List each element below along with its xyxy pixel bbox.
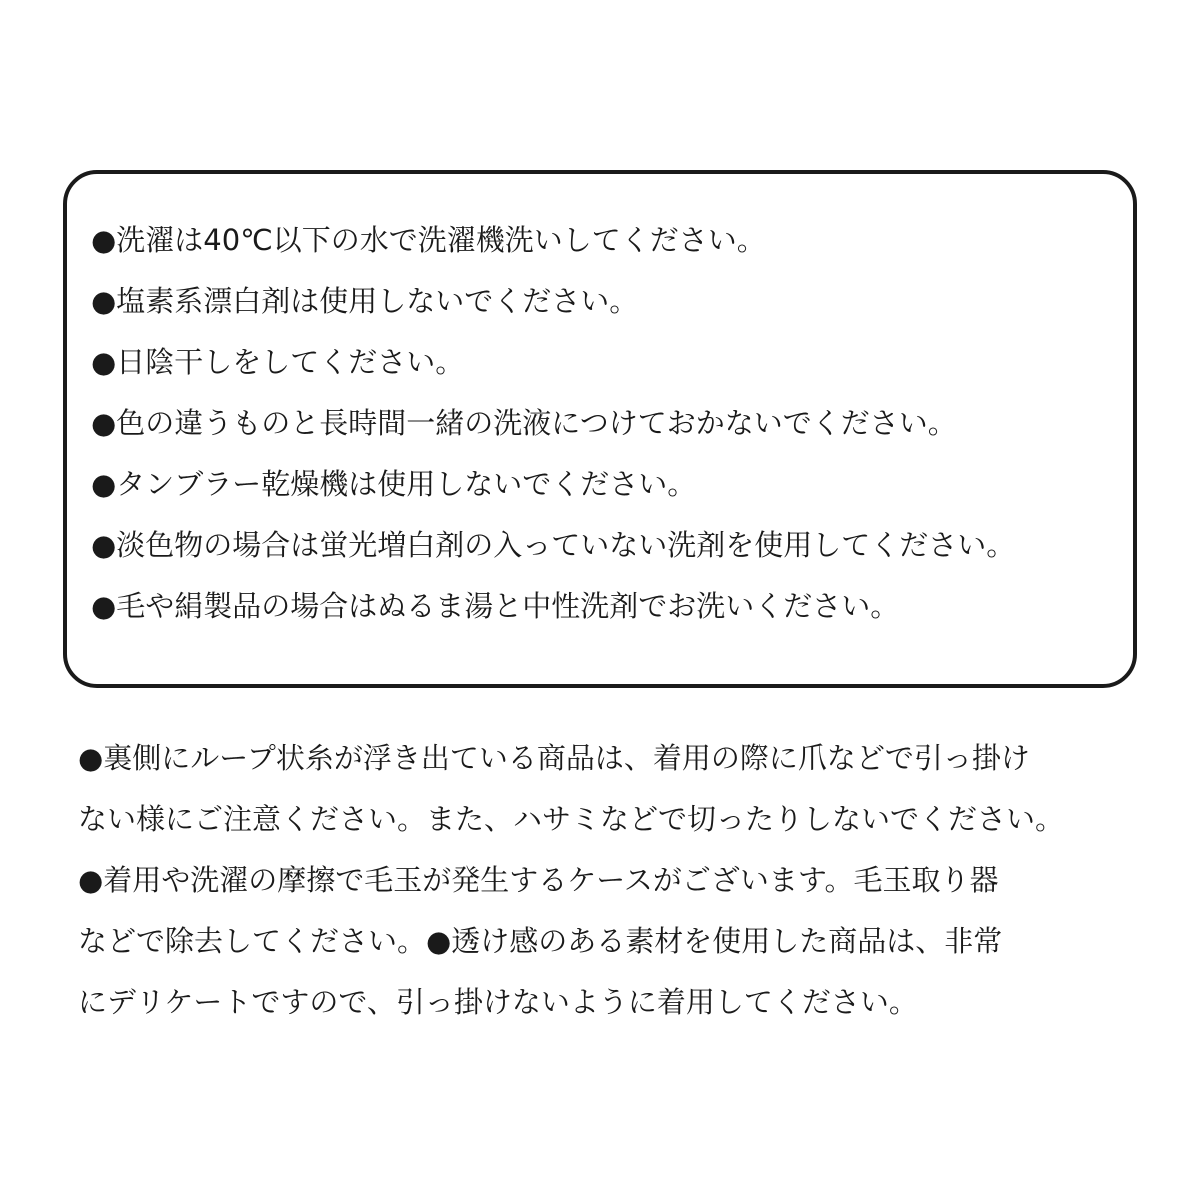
care-item-no-bleach: ●塩素系漂白剤は使用しないでください。 <box>91 284 639 318</box>
caution-notes <box>78 728 1148 1033</box>
care-item-no-soaking-with-colors: ●色の違うものと長時間一緒の洗液につけておかないでください。 <box>91 406 957 440</box>
care-item-light-colors-detergent: ●淡色物の場合は蛍光増白剤の入っていない洗剤を使用してください。 <box>91 528 1016 562</box>
note-line: にデリケートですので、引っ掛けないように着用してください。 <box>78 985 918 1019</box>
care-item-wool-silk: ●毛や絹製品の場合はぬるま湯と中性洗剤でお洗いください。 <box>91 589 900 623</box>
note-line: ●裏側にループ状糸が浮き出ている商品は、着用の際に爪などで引っ掛け <box>78 741 1030 775</box>
care-item-shade-dry: ●日陰干しをしてください。 <box>91 345 465 379</box>
note-line: などで除去してください。●透け感のある素材を使用した商品は、非常 <box>78 924 1003 958</box>
note-line: ない様にご注意ください。また、ハサミなどで切ったりしないでください。 <box>78 802 1065 836</box>
care-instructions-box <box>63 170 1137 688</box>
care-item-wash-temperature: ●洗濯は40℃以下の水で洗濯機洗いしてください。 <box>91 223 766 257</box>
care-item-no-tumble-dry: ●タンブラー乾燥機は使用しないでください。 <box>91 467 697 501</box>
care-instructions-list <box>91 210 1133 637</box>
note-line: ●着用や洗濯の摩擦で毛玉が発生するケースがございます。毛玉取り器 <box>78 863 999 897</box>
